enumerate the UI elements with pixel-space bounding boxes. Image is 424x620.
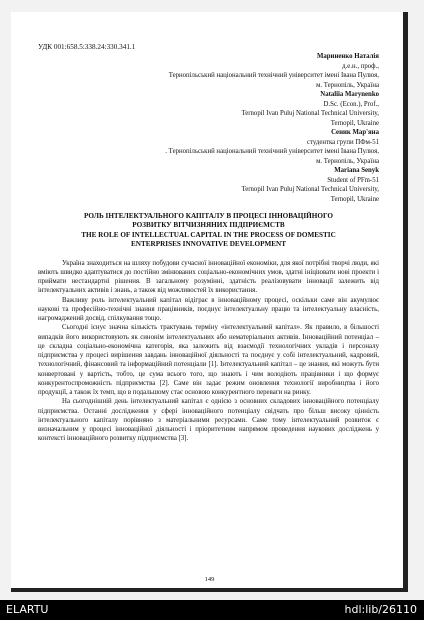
- udk-code: УДК 001:658.5:338.24:330.341.1: [38, 43, 136, 51]
- body-paragraph: Україна знаходиться на шляху побудови сучасної інноваційної економіки, для якої потрібні творчі люди, які вміють швидко адаптуватися до постійно змінюваних соціально-економічних умов, здатні ініціювати нові проекти і приймати нестандартні рішення. В загальному розумінні, здатність реалізовувати інновації залежить від інтелектуальних активів і знань, а також від можливостей їх використання.: [38, 259, 379, 295]
- author-line: Ternopil Ivan Puluj National Technical University,: [241, 110, 379, 117]
- author-name: Nataliia Marynenko: [320, 91, 379, 98]
- author-line: Student of PFm-51: [327, 176, 379, 184]
- footer-repository-label: ELARTU: [6, 603, 49, 616]
- document-page: [11, 12, 408, 592]
- title-line: THE ROLE OF INTELLECTUAL CAPITAL IN THE PROCESS OF DOMESTIC: [81, 230, 336, 239]
- body-paragraph: На сьогоднішній день інтелектуальний капітал є однією з основних складових інноваційного потенціалу підприємства. Останні дослідження у сфері інноваційного потенціалу свідчать про більш високу цінність інтелектуального капіталу порівняно з матеріальними ресурсами. Саме тому інтелектуальний розвиток є визначальним у процесі інноваційної діяльності і пріоритетним напрямом проведення наукових досліджень у контексті інноваційного розвитку підприємства [3].: [38, 398, 379, 443]
- author-line: Тернопільський національний технічний університет імені Івана Пулюя,: [168, 72, 379, 79]
- author-line: д.е.н., проф.,: [342, 62, 379, 70]
- author-1: [38, 52, 379, 90]
- author-name: Сеник Мар'яна: [331, 129, 379, 136]
- author-3: [38, 128, 379, 166]
- title-line: РОЗВИТКУ ВІТЧИЗНЯНИХ ПІДПРИЄМСТВ: [132, 221, 285, 230]
- author-block: [38, 52, 379, 204]
- article-body: [38, 259, 379, 444]
- footer-handle: hdl:lib/26110: [344, 603, 417, 616]
- page-content: [38, 42, 379, 444]
- author-name: Mariana Senyk: [334, 167, 379, 174]
- author-line: Ternopil Ivan Puluj National Technical University,: [241, 186, 379, 193]
- author-line: студентка групи ПФм-51: [307, 138, 379, 146]
- author-line: Ternopil, Ukraine: [330, 119, 379, 127]
- author-4: [38, 166, 379, 204]
- page-number: 149: [204, 576, 215, 583]
- author-line: . Тернопільський національний технічний університет імені Івана Пулюя,: [165, 148, 379, 155]
- author-name: Мариненко Наталія: [316, 53, 379, 60]
- title-line: РОЛЬ ІНТЕЛЕКТУАЛЬНОГО КАПІТАЛУ В ПРОЦЕСІ ІННОВАЦІЙНОГО: [84, 212, 333, 220]
- author-line: м. Тернопіль, Україна: [316, 81, 379, 89]
- author-2: [38, 90, 379, 128]
- footer-bar: [0, 600, 424, 620]
- body-paragraph: Важливу роль інтелектуальний капітал відіграє в інноваційному процесі, оскільки саме він акумулює наукові та професійно-технічні знання працівників, поєднує інтелектуальну працю та інтелектуальну власність, нагромаджений досвід, спілкування тощо.: [38, 296, 379, 323]
- author-line: м. Тернопіль, Україна: [316, 157, 379, 165]
- body-paragraph: Сьогодні існує значна кількість трактувань терміну «інтелектуальний капітал». Як правило, в більшості випадків його використовують як синонім інтелектуальних або нематеріальних активів. Інноваційний потенціал – це складна соціально-економічна категорія, яка залежить від взаємодії технологічних укладів і персоналу підприємства у процесі вирішення завдань інноваційної діяльності та поєднує у собі інтелектуальний, кадровий, технологічний, фінансовий та інформаційний потенціали [1]. Інтелектуальний капітал – це знання, які можуть бути конвертовані у вартість, тобто, це сума всього того, що знають і чим володіють працівники і що формує конкурентоспроможність підприємства [2]. Саме він задає режим оновлення технології виробництва і його продукції, а також їх темп, що в подальшому стає основою конкурентного переваги на ринку.: [38, 324, 379, 397]
- title-line: ENTERPRISES INNOVATIVE DEVELOPMENT: [130, 240, 287, 249]
- article-title: [38, 212, 379, 250]
- author-line: Ternopil, Ukraine: [330, 195, 379, 203]
- author-line: D.Sc. (Econ.), Prof.,: [323, 100, 379, 108]
